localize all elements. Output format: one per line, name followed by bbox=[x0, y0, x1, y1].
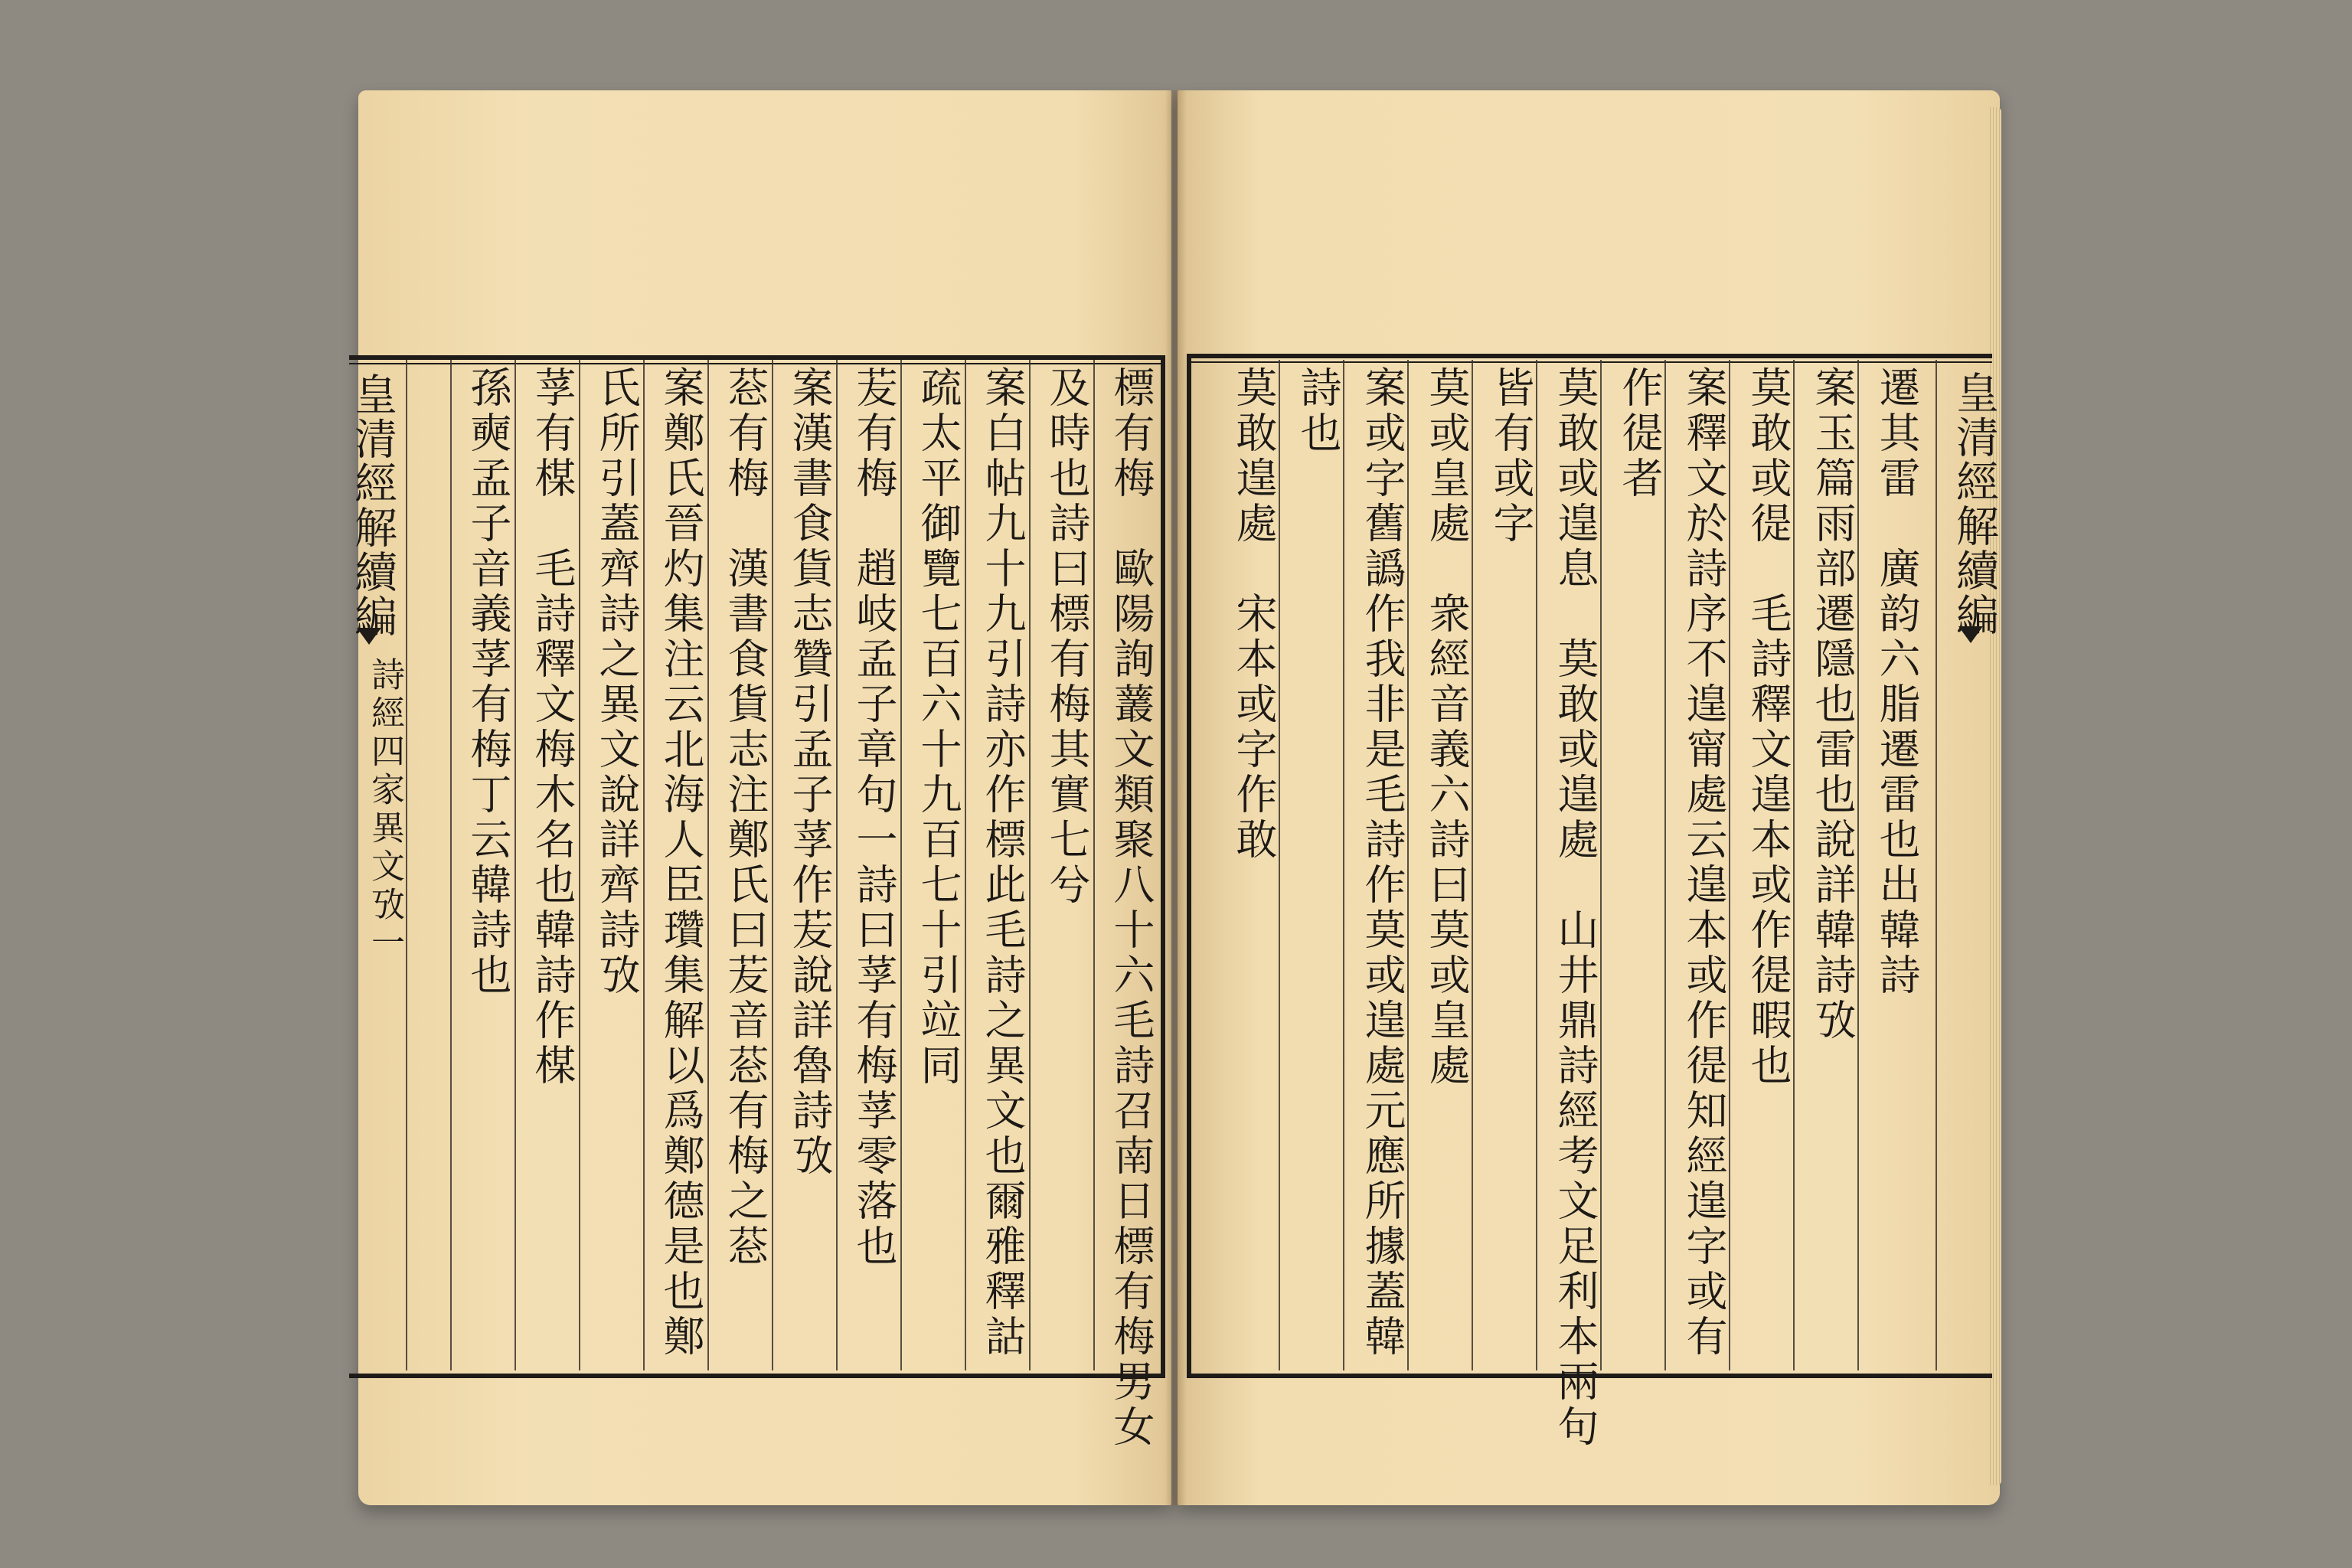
right-column-6: 莫敢或遑息 莫敢或遑處 山井鼎詩經考文足利本兩句 bbox=[1551, 366, 1599, 1450]
right-column-9: 案或字舊譌作我非是毛詩作莫或遑處元應所據蓋韓 bbox=[1358, 366, 1406, 1360]
column-rule bbox=[707, 360, 709, 1370]
left-column-3: 案白帖九十九引詩亦作標此毛詩之異文也爾雅釋詁 bbox=[978, 366, 1027, 1360]
column-rule bbox=[1407, 360, 1409, 1370]
right-column-2: 案玉篇雨部遷隱也雷也說詳韓詩攷 bbox=[1808, 366, 1857, 1044]
left-column-5: 苃有梅 趙岐孟子章句一詩曰莩有梅莩零落也 bbox=[850, 366, 898, 1269]
left-column-1: 標有梅 歐陽詢䕺文類聚八十六毛詩召南日標有梅男女 bbox=[1107, 366, 1155, 1450]
column-rule bbox=[450, 360, 452, 1370]
column-rule bbox=[643, 360, 645, 1370]
left-column-2: 及時也詩曰標有梅其實七兮 bbox=[1043, 366, 1091, 908]
column-rule bbox=[1029, 360, 1031, 1370]
left-column-6: 案漢書食貨志贊引孟子莩作苃說詳魯詩攷 bbox=[786, 366, 834, 1179]
column-rule bbox=[1093, 360, 1095, 1370]
column-rule bbox=[772, 360, 773, 1370]
right-column-7: 皆有或字 bbox=[1487, 366, 1535, 547]
column-rule bbox=[1472, 360, 1473, 1370]
column-rule bbox=[1664, 360, 1666, 1370]
column-rule bbox=[900, 360, 902, 1370]
column-rule bbox=[965, 360, 966, 1370]
column-rule bbox=[514, 360, 516, 1370]
left-margin-title: 皇清經解續編 bbox=[348, 372, 397, 639]
right-margin-title: 皇清經解續編 bbox=[1949, 371, 1999, 637]
column-rule bbox=[1536, 360, 1537, 1370]
margin-rule bbox=[1936, 360, 1937, 1370]
left-column-7: 䓗有梅 漢書食貨志注鄭氏曰苃音䓗有梅之䓗 bbox=[721, 366, 769, 1269]
right-column-1: 遷其雷 廣韵六脂遷雷也出韓詩 bbox=[1873, 366, 1921, 998]
left-column-11: 孫奭孟子音義莩有梅丁云韓詩也 bbox=[464, 366, 512, 998]
column-rule bbox=[1279, 360, 1280, 1370]
column-rule bbox=[1729, 360, 1730, 1370]
fishtail-mark bbox=[357, 628, 381, 645]
right-column-11: 莫敢遑處 宋本或字作敢 bbox=[1230, 366, 1278, 863]
left-column-4: 疏太平御覽七百六十九百七十引竝同 bbox=[914, 366, 962, 1089]
right-column-5: 作徥者 bbox=[1615, 366, 1664, 501]
margin-rule bbox=[406, 360, 407, 1370]
right-column-3: 莫敢或徥 毛詩釋文遑本或作徥暇也 bbox=[1744, 366, 1792, 1089]
left-margin-section: 詩經四家異文攷一 bbox=[365, 657, 404, 963]
column-rule bbox=[1343, 360, 1344, 1370]
column-rule bbox=[1600, 360, 1602, 1370]
column-rule bbox=[1793, 360, 1795, 1370]
right-column-8: 莫或皇處 衆經音義六詩曰莫或皇處 bbox=[1423, 366, 1471, 1089]
fishtail-mark bbox=[1958, 626, 1983, 643]
column-rule bbox=[579, 360, 580, 1370]
right-column-4: 案釋文於詩序不遑甯處云遑本或作徥知經遑字或有 bbox=[1680, 366, 1728, 1360]
column-rule bbox=[1857, 360, 1859, 1370]
left-column-10: 莩有楳 毛詩釋文梅木名也韓詩作楳 bbox=[528, 366, 577, 1089]
left-column-8: 案鄭氏晉灼集注云北海人臣瓚集解以爲鄭德是也鄭 bbox=[657, 366, 705, 1360]
column-rule bbox=[836, 360, 838, 1370]
right-column-10: 詩也 bbox=[1294, 366, 1342, 456]
book-gutter bbox=[1165, 90, 1187, 1505]
left-column-9: 氏所引蓋齊詩之異文說詳齊詩攷 bbox=[593, 366, 641, 998]
